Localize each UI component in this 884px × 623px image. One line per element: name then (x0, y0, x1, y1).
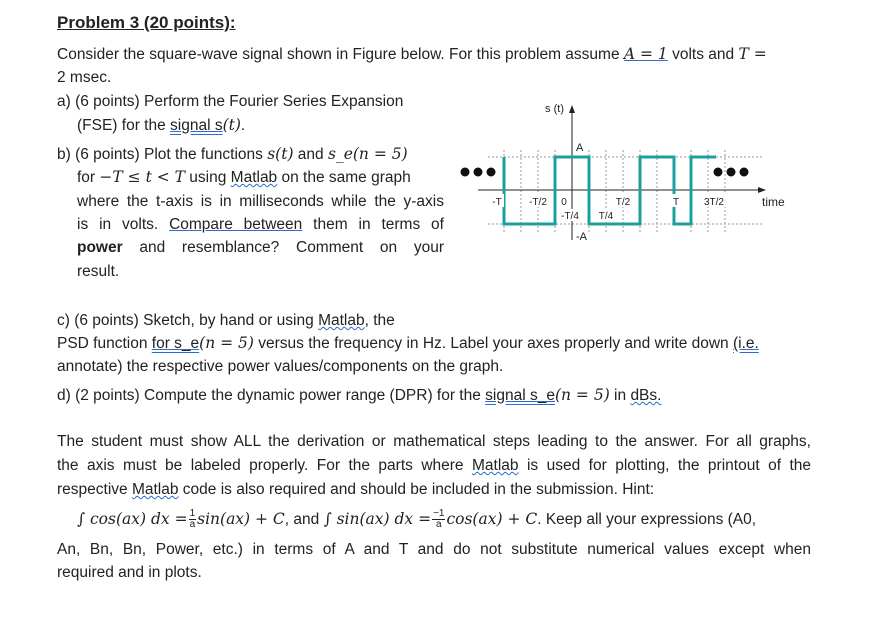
intro-text-mid: volts and (667, 46, 739, 63)
part-c-matlab: Matlab (318, 312, 365, 329)
instructions-line-3 (57, 478, 654, 502)
right-ellipsis (714, 168, 749, 177)
part-b-line-4 (77, 213, 444, 237)
part-d-line-1 (57, 384, 661, 408)
hint-fraction-1-num: 1 (189, 508, 196, 520)
tick-label: T/2 (615, 197, 631, 208)
instructions-line-1: The student must show ALL the derivation or mathematical steps leading to the answer. For all graphs, (57, 433, 811, 450)
instructions-text: the axis must be labeled properly. For the parts where (57, 457, 472, 474)
part-c-line-1 (57, 309, 395, 333)
part-d-se-link: signal s_e (485, 387, 555, 404)
intro-line-1 (57, 43, 767, 67)
part-b-power: power (77, 239, 123, 256)
instructions-respective: respective (57, 481, 132, 498)
part-b-using: using (184, 169, 231, 186)
part-a-signal-link: signal s (170, 117, 223, 134)
part-a-line-2 (77, 114, 245, 138)
hint-and: , and (284, 511, 324, 528)
hint-tail: . Keep all your expressions (A0, (537, 511, 757, 528)
hint-fraction-2-num: −1 (433, 508, 445, 520)
square-wave-figure (448, 92, 808, 252)
instructions-printout: is used for plotting, the printout of the (518, 457, 811, 474)
part-b-them: them in terms of (302, 216, 444, 233)
hint-fraction-2-den: a (435, 519, 442, 531)
part-c-math: (n = 5) (199, 334, 254, 352)
instructions-line-5: An, Bn, Bn, Power, etc.) in terms of A and T and do not substitute numerical values except when (57, 541, 811, 558)
left-ellipsis (461, 168, 496, 177)
x-axis-label: time (762, 195, 785, 209)
tick-label: -T/2 (529, 197, 547, 208)
part-c-freq: versus the frequency in Hz. Label your axes properly and write down (253, 335, 733, 352)
hint-integral-sin: ∫ sin(ax) dx = (323, 510, 432, 528)
time-axis-arrow (758, 187, 766, 193)
intro-math-A: A = 1 (623, 45, 668, 63)
signal-axis-arrow (569, 105, 575, 113)
part-b-math-s: s(t) (267, 145, 294, 163)
part-d-text: d) (2 points) Compute the dynamic power range (DPR) for the (57, 387, 486, 404)
part-c-se-link: for s_e (151, 335, 200, 352)
problem-title: Problem 3 (20 points): (57, 13, 236, 32)
intro-text: Consider the square-wave signal shown in Figure below. For this problem assume (57, 46, 624, 63)
intro-line-2: 2 msec. (57, 69, 112, 86)
figure-grid (488, 150, 763, 234)
part-b-line-2 (77, 166, 411, 190)
part-c-psd: PSD function (57, 335, 152, 352)
ellipsis-dot (474, 168, 483, 177)
part-d-dbs: dBs. (630, 387, 662, 404)
tick-label: T (672, 197, 680, 208)
part-b-for: for (77, 169, 100, 186)
part-b-line-6: result. (77, 263, 120, 280)
hint-integral-cos: ∫ cos(ax) dx = (77, 510, 188, 528)
part-d-in: in (609, 387, 631, 404)
hint-cos-result: cos(ax) + C (446, 510, 538, 528)
part-b-volts: is in volts. (77, 216, 170, 233)
tick-label: -T/4 (561, 211, 579, 222)
part-b-graph: on the same graph (277, 169, 411, 186)
part-c-line-2 (57, 332, 759, 356)
part-b-line-1 (57, 143, 408, 167)
tick-label: 0 (561, 197, 567, 208)
ellipsis-dot (740, 168, 749, 177)
part-c-text: c) (6 points) Sketch, by hand or using (57, 312, 319, 329)
part-a-text: (FSE) for the (77, 117, 171, 134)
neg-amplitude-label: -A (576, 231, 587, 243)
part-a-period: . (240, 117, 246, 134)
amplitude-label: A (576, 142, 584, 154)
tick-label: 3T/2 (703, 197, 725, 208)
instructions-line-6: required and in plots. (57, 564, 202, 581)
part-c-ie: (i.e. (732, 335, 759, 352)
ellipsis-dot (727, 168, 736, 177)
part-c-line-3: annotate) the respective power values/components on the graph. (57, 358, 504, 375)
ellipsis-dot (487, 168, 496, 177)
part-a-math: (t) (222, 116, 241, 134)
intro-math-T: T = (738, 45, 767, 63)
ellipsis-dot (461, 168, 470, 177)
instructions-hint: code is also required and should be included in the submission. Hint: (178, 481, 655, 498)
hint-sin-result: sin(ax) + C (197, 510, 285, 528)
part-b-line-3: where the t-axis is in milliseconds while the y-axis (77, 193, 444, 210)
part-b-resemblance: and resemblance? Comment on your (122, 239, 444, 256)
part-b-matlab: Matlab (230, 169, 278, 186)
tick-label: T/4 (598, 211, 614, 222)
hint-formula-line (77, 508, 756, 532)
part-a-line-1: a) (6 points) Perform the Fourier Series Expansion (57, 93, 404, 110)
part-b-and: and (293, 146, 328, 163)
instructions-matlab-2: Matlab (131, 481, 179, 498)
part-b-line-5 (77, 236, 444, 260)
hint-fraction-2 (432, 509, 445, 530)
hint-fraction-1-den: a (189, 519, 196, 531)
part-c-the: , the (364, 312, 395, 329)
hint-fraction-1 (189, 509, 197, 530)
instructions-line-2 (57, 454, 811, 478)
part-b-compare-link: Compare between (169, 216, 303, 233)
tick-label: -T (492, 197, 502, 208)
part-d-math: (n = 5) (554, 386, 610, 404)
part-b-math-se: s_e(n = 5) (327, 145, 408, 163)
y-axis-label: s (t) (545, 103, 564, 115)
ellipsis-dot (714, 168, 723, 177)
part-b-text-1: b) (6 points) Plot the functions (57, 146, 268, 163)
instructions-matlab: Matlab (472, 457, 519, 474)
part-b-math-range: −T ≤ t < T (99, 168, 185, 186)
